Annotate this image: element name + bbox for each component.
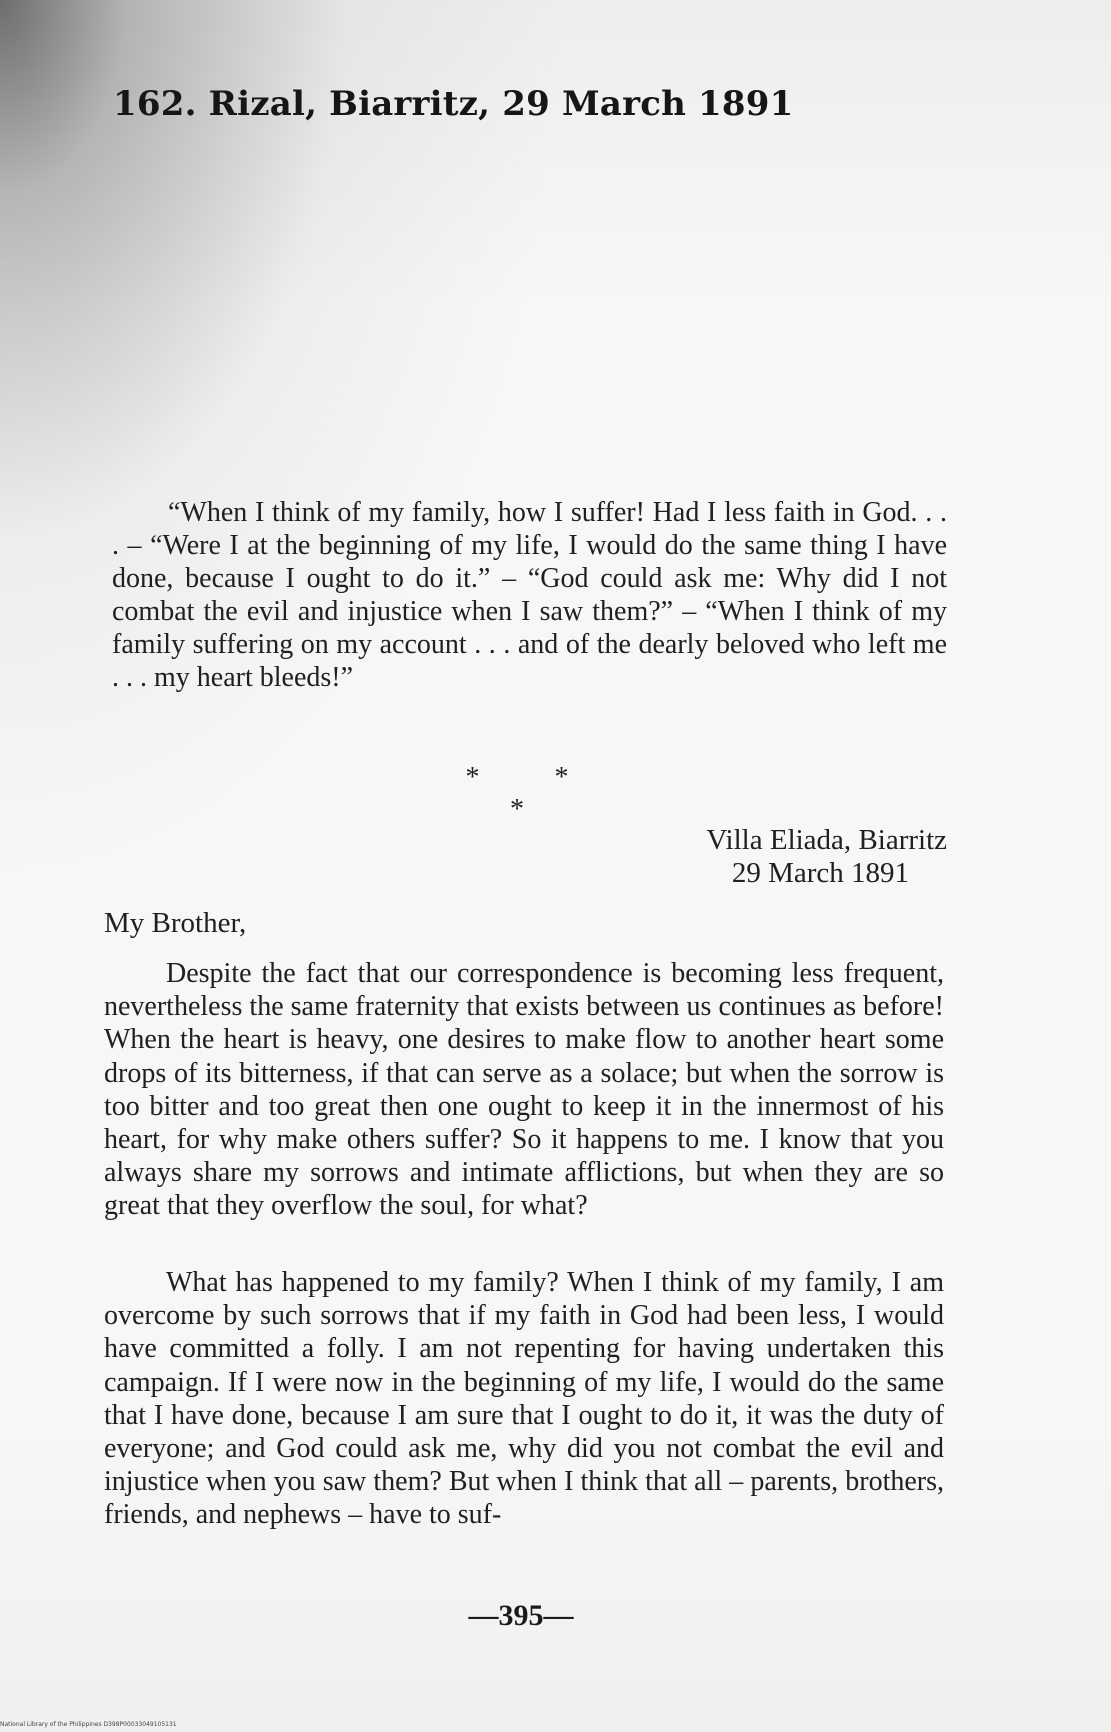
letter-paragraph: Despite the fact that our correspondence is becoming less frequent, nevertheless the same fraternity that exists between us continues as before! When the heart is heavy, one desires to make flow to another heart some drops of its bitterness, if that can serve as a solace; but when the sorrow is too bitter and too great then one ought to keep it in the innermost of his heart, for why make others suffer? So it happens to me. I know that you always share my sorrows and intimate afflictions, but when they are so great that they overflow the soul, for what? [104,958,944,1222]
dateline [603,824,947,890]
salutation: My Brother, [104,907,247,939]
quoted-excerpt: “When I think of my family, how I suffer! Had I less faith in God. . . . – “Were I at the beginning of my life, I would do the same thing I have done, because I ought to do it.” – “God could ask me: Why did I not combat the evil and injustice when I saw them?” – “When I think of my family suffering on my account . . . and of the dearly beloved who left me . . . my heart bleeds!” [112,497,947,693]
archive-credit: National Library of the Philippines D398P00033049105131 [0,1721,177,1728]
dateline-place: Villa Eliada, Biarritz [706,824,947,856]
document-title: 162. Rizal, Biarritz, 29 March 1891 [113,84,794,124]
dateline-date: 29 March 1891 [731,857,909,889]
page-number: —395— [468,1599,574,1632]
section-separator: * * * [465,762,603,825]
letter-paragraph: What has happened to my family? When I think of my family, I am overcome by such sorrows that if my faith in God had been less, I would have committed a folly. I am not repenting for having undertaken this campaign. If I were now in the beginning of my life, I would do the same that I have done, because I am sure that I ought to do it, it was the duty of everyone; and God could ask me, why did you not combat the evil and injustice when you saw them? But when I think that all – parents, brothers, friends, and nephews – have to suf- [104,1267,944,1531]
